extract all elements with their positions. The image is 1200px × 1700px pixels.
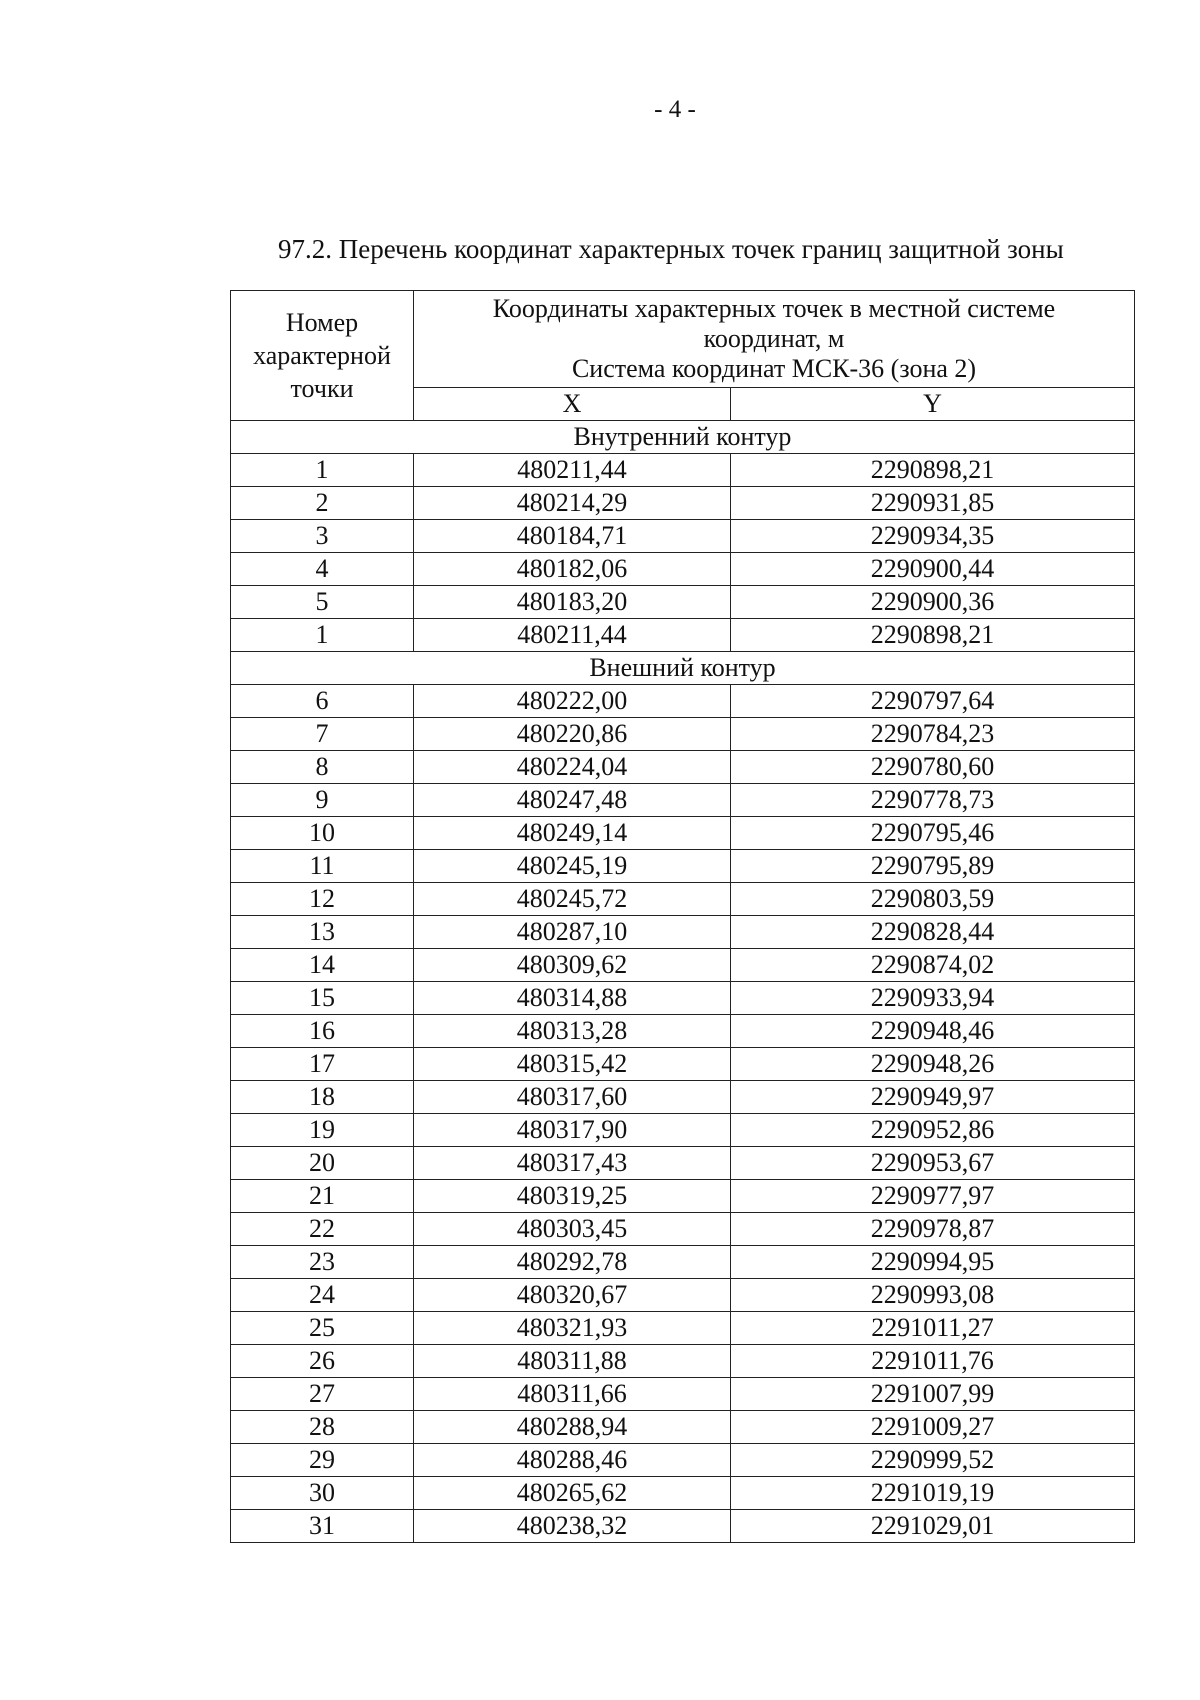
y-coordinate-cell: 2290778,73 [731, 784, 1135, 817]
point-number-cell: 25 [231, 1312, 414, 1345]
table-row [231, 1477, 1135, 1510]
y-coordinate-cell: 2290900,44 [731, 553, 1135, 586]
point-number-cell: 18 [231, 1081, 414, 1114]
y-coordinate-cell: 2290953,67 [731, 1147, 1135, 1180]
point-number-cell: 11 [231, 850, 414, 883]
y-coordinate-cell: 2290900,36 [731, 586, 1135, 619]
table-row [231, 1411, 1135, 1444]
table-row [231, 1378, 1135, 1411]
y-coordinate-cell: 2290934,35 [731, 520, 1135, 553]
y-coordinate-cell: 2290898,21 [731, 619, 1135, 652]
y-coordinate-cell: 2291011,76 [731, 1345, 1135, 1378]
x-coordinate-cell: 480220,86 [414, 718, 731, 751]
page-number: - 4 - [654, 96, 696, 123]
header-line: координат, м [703, 324, 845, 353]
x-coordinate-cell: 480317,90 [414, 1114, 731, 1147]
point-number-cell: 23 [231, 1246, 414, 1279]
y-coordinate-cell: 2290933,94 [731, 982, 1135, 1015]
table-row [231, 487, 1135, 520]
table-row [231, 1213, 1135, 1246]
table-row [231, 619, 1135, 652]
x-coordinate-cell: 480319,25 [414, 1180, 731, 1213]
y-coordinate-cell: 2290948,46 [731, 1015, 1135, 1048]
point-number-cell: 22 [231, 1213, 414, 1246]
x-coordinate-cell: 480313,28 [414, 1015, 731, 1048]
x-coordinate-cell: 480314,88 [414, 982, 731, 1015]
table-row [231, 1180, 1135, 1213]
point-number-cell: 29 [231, 1444, 414, 1477]
x-coordinate-cell: 480315,42 [414, 1048, 731, 1081]
y-column-header: Y [731, 388, 1135, 421]
point-number-cell: 16 [231, 1015, 414, 1048]
section-title: Внутренний контур [231, 421, 1135, 454]
x-coordinate-cell: 480287,10 [414, 916, 731, 949]
y-coordinate-cell: 2290828,44 [731, 916, 1135, 949]
x-coordinate-cell: 480211,44 [414, 619, 731, 652]
y-coordinate-cell: 2290948,26 [731, 1048, 1135, 1081]
table-header [231, 291, 1135, 421]
table-row [231, 586, 1135, 619]
table-row [231, 751, 1135, 784]
x-coordinate-cell: 480317,60 [414, 1081, 731, 1114]
y-coordinate-cell: 2291019,19 [731, 1477, 1135, 1510]
section-row [231, 421, 1135, 454]
point-number-cell: 20 [231, 1147, 414, 1180]
coordinates-header [414, 291, 1135, 388]
x-coordinate-cell: 480311,66 [414, 1378, 731, 1411]
header-line: Номер [285, 308, 359, 337]
y-coordinate-cell: 2290994,95 [731, 1246, 1135, 1279]
y-coordinate-cell: 2291007,99 [731, 1378, 1135, 1411]
x-coordinate-cell: 480245,19 [414, 850, 731, 883]
section-title: Внешний контур [231, 652, 1135, 685]
point-number-cell: 21 [231, 1180, 414, 1213]
point-number-cell: 8 [231, 751, 414, 784]
table-row [231, 454, 1135, 487]
header-line: точки [290, 374, 354, 403]
table-row [231, 784, 1135, 817]
table-row [231, 883, 1135, 916]
y-coordinate-cell: 2290803,59 [731, 883, 1135, 916]
y-coordinate-cell: 2290952,86 [731, 1114, 1135, 1147]
point-number-cell: 13 [231, 916, 414, 949]
y-coordinate-cell: 2290999,52 [731, 1444, 1135, 1477]
y-coordinate-cell: 2291029,01 [731, 1510, 1135, 1543]
coordinates-table [230, 290, 1135, 1543]
y-coordinate-cell: 2290784,23 [731, 718, 1135, 751]
point-number-cell: 19 [231, 1114, 414, 1147]
point-number-cell: 14 [231, 949, 414, 982]
point-number-cell: 6 [231, 685, 414, 718]
x-coordinate-cell: 480249,14 [414, 817, 731, 850]
table-row [231, 1114, 1135, 1147]
y-coordinate-cell: 2290780,60 [731, 751, 1135, 784]
point-number-cell: 12 [231, 883, 414, 916]
table-row [231, 850, 1135, 883]
x-coordinate-cell: 480309,62 [414, 949, 731, 982]
table-row [231, 1444, 1135, 1477]
y-coordinate-cell: 2290993,08 [731, 1279, 1135, 1312]
point-number-cell: 7 [231, 718, 414, 751]
table-row [231, 718, 1135, 751]
table-row [231, 553, 1135, 586]
x-coordinate-cell: 480303,45 [414, 1213, 731, 1246]
point-number-cell: 5 [231, 586, 414, 619]
table-row [231, 1048, 1135, 1081]
document-title: 97.2. Перечень координат характерных точек границ защитной зоны [278, 234, 1064, 264]
table-row [231, 817, 1135, 850]
x-coordinate-cell: 480320,67 [414, 1279, 731, 1312]
point-number-cell: 15 [231, 982, 414, 1015]
point-number-cell: 1 [231, 454, 414, 487]
point-number-cell: 9 [231, 784, 414, 817]
x-coordinate-cell: 480247,48 [414, 784, 731, 817]
table-row [231, 1015, 1135, 1048]
x-coordinate-cell: 480224,04 [414, 751, 731, 784]
table-row [231, 1246, 1135, 1279]
table-row [231, 1147, 1135, 1180]
point-number-cell: 31 [231, 1510, 414, 1543]
x-coordinate-cell: 480222,00 [414, 685, 731, 718]
table-row [231, 1510, 1135, 1543]
point-number-cell: 24 [231, 1279, 414, 1312]
point-number-cell: 4 [231, 553, 414, 586]
table-row [231, 1279, 1135, 1312]
x-coordinate-cell: 480292,78 [414, 1246, 731, 1279]
header-line: Система координат МСК-36 (зона 2) [571, 354, 977, 383]
section-row [231, 652, 1135, 685]
y-coordinate-cell: 2290898,21 [731, 454, 1135, 487]
y-coordinate-cell: 2290977,97 [731, 1180, 1135, 1213]
point-number-cell: 10 [231, 817, 414, 850]
point-number-header [231, 291, 414, 421]
point-number-cell: 17 [231, 1048, 414, 1081]
x-coordinate-cell: 480288,94 [414, 1411, 731, 1444]
y-coordinate-cell: 2290795,89 [731, 850, 1135, 883]
table-row [231, 1312, 1135, 1345]
y-coordinate-cell: 2290949,97 [731, 1081, 1135, 1114]
y-coordinate-cell: 2290795,46 [731, 817, 1135, 850]
point-number-cell: 28 [231, 1411, 414, 1444]
y-coordinate-cell: 2290931,85 [731, 487, 1135, 520]
point-number-cell: 27 [231, 1378, 414, 1411]
x-coordinate-cell: 480288,46 [414, 1444, 731, 1477]
table-body [231, 421, 1135, 1543]
point-number-cell: 30 [231, 1477, 414, 1510]
x-coordinate-cell: 480265,62 [414, 1477, 731, 1510]
table-row [231, 982, 1135, 1015]
y-coordinate-cell: 2291009,27 [731, 1411, 1135, 1444]
point-number-cell: 3 [231, 520, 414, 553]
table-row [231, 949, 1135, 982]
y-coordinate-cell: 2290978,87 [731, 1213, 1135, 1246]
x-coordinate-cell: 480321,93 [414, 1312, 731, 1345]
point-number-cell: 26 [231, 1345, 414, 1378]
y-coordinate-cell: 2290874,02 [731, 949, 1135, 982]
x-coordinate-cell: 480238,32 [414, 1510, 731, 1543]
x-coordinate-cell: 480184,71 [414, 520, 731, 553]
y-coordinate-cell: 2291011,27 [731, 1312, 1135, 1345]
x-coordinate-cell: 480182,06 [414, 553, 731, 586]
x-coordinate-cell: 480245,72 [414, 883, 731, 916]
table-row [231, 1081, 1135, 1114]
x-coordinate-cell: 480211,44 [414, 454, 731, 487]
x-coordinate-cell: 480214,29 [414, 487, 731, 520]
x-coordinate-cell: 480183,20 [414, 586, 731, 619]
x-column-header: X [414, 388, 731, 421]
table-row [231, 520, 1135, 553]
header-line: характерной [253, 341, 391, 370]
header-line: Координаты характерных точек в местной системе [492, 294, 1056, 323]
point-number-cell: 2 [231, 487, 414, 520]
x-coordinate-cell: 480317,43 [414, 1147, 731, 1180]
table-row [231, 1345, 1135, 1378]
y-coordinate-cell: 2290797,64 [731, 685, 1135, 718]
table-row [231, 916, 1135, 949]
table-row [231, 685, 1135, 718]
x-coordinate-cell: 480311,88 [414, 1345, 731, 1378]
point-number-cell: 1 [231, 619, 414, 652]
